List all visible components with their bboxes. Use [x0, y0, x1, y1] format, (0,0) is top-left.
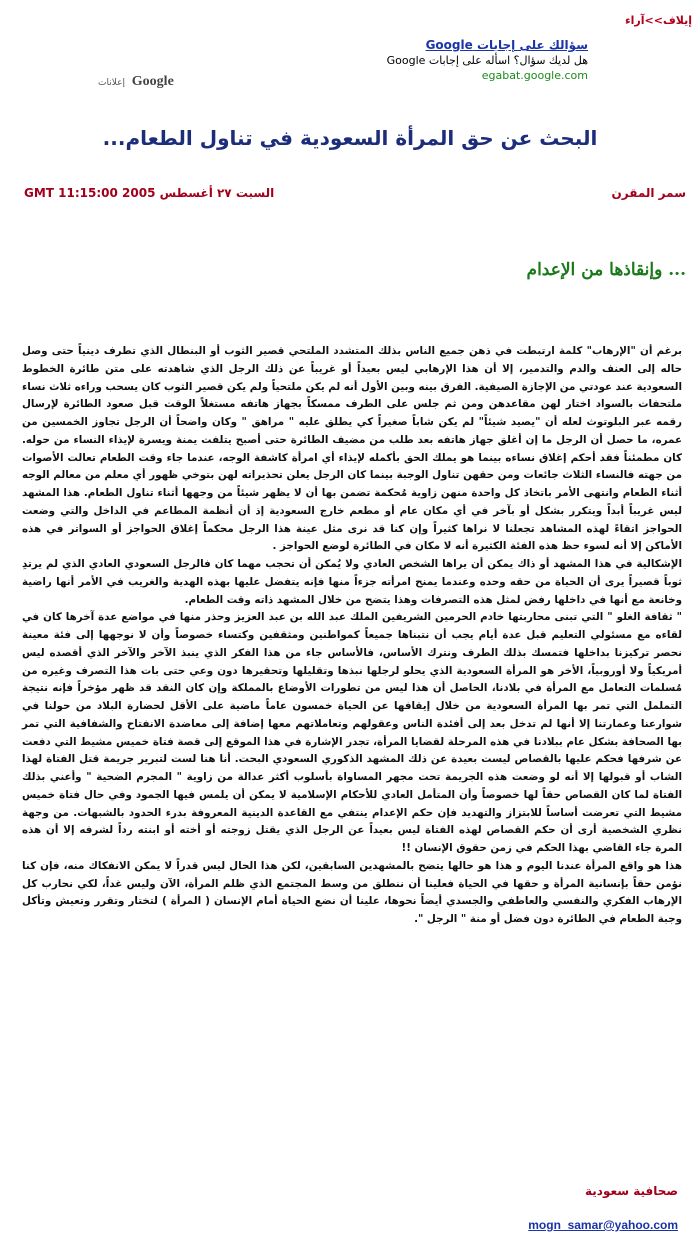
author-email-link[interactable]: mogn_samar@yahoo.com	[528, 1218, 678, 1232]
ad-description: هل لديك سؤال؟ اسأله على إجابات Google	[386, 54, 588, 67]
ads-label: إعلانات	[98, 78, 125, 88]
breadcrumb[interactable]: إيلاف>>آراء	[625, 14, 692, 27]
article-title: البحث عن حق المرأة السعودية في تناول الطعام...	[102, 126, 598, 150]
article-body	[22, 343, 682, 929]
article-paragraph: الإشكالية في هذا المشهد أو ذاك يمكن أن يراها الشخص العادي ولا يُمكن أن تحجب مهما كان فالرجل السعودي العادي الذي لم يرتدِ ثوباً قصيراً يرى أن الحياة من حقه وحده وعندما يمنح امرأته جزءاً منها فإنه يتفضل عليها بهذه الهدية والغريب في الأمر أنها راضية وخانعة مع أنها في داخلها رفض لمثل هذه التصرفات وهذا يتضح من خلال المشهد ذاته وقت الطعام.	[22, 558, 682, 606]
ads-by-google[interactable]	[98, 74, 174, 90]
article-paragraph: هذا هو واقع المرأة عندنا اليوم و هذا هو حالها يتضح بالمشهدين السابقين، لكن هذا الحال ليس قدراً لا يمكن الانفكاك منه، فإن كنا نؤمن حقاً بإنسانية المرأة و حقها في الحياة فعلينا أن ننطلق من وسط المجتمع الذي ظلم المرأة، الآن وليس غداً، لكي نحارب كل الإرهاب الفكري والنفسي والعاطفي والجسدي أيضاً نحوها، علينا أن نضع الحياة أمام الإنسان ( المرأة ) لتختار وتقرر وتعيش وتأكل وجبة الطعام في الطائرة دون فضل أو منة " الرجل ".	[22, 859, 682, 925]
article-paragraph: برغم أن "الإرهاب" كلمة ارتبطت في ذهن جميع الناس بذلك المتشدد الملتحي قصير الثوب أو البنطال الذي تطرف دينياً حتى وصل حاله إلى العنف والدم والتدمير، إلا أن هذا الإرهابي ليس بعيداً أو غريباً عن ذلك الرجل الذي شاهدته على متن طائرة الخطوط السعودية عند عودتي من الإجازة الصيفية. الفرق بينه وبين الأول أنه لم يكن ملتحياً ولم يكن قصير الثوب كان يسحب وراءه ثلاث نساء ملتحفات بالسواد اختار لهن مقاعدهن ومن ثم جلس على الطرف ممسكاً بجهاز هاتفه مستغلاً الوقت قبل صعود الطائرة لإرسال رقمه عبر البلوتوث لعله أن "يصيد شيئاً" لم يكن شاباً صغيراً كي يطلق عليه " مراهق " وكان واضحاً أن الرجل تجاوز الخمسين من عمره، ما حصل أن الرجل ما إن أغلق جهاز هاتفه بعد طلب من مضيف الطائرة حتى أصبح يتلفت يمنة ويسرة لإيذاء النساء من حوله. كان مطمئناً فقد أحكم إغلاق نساءه بينما هو يملك الحق بأكمله لإيذاء أي امرأة كاشفة الوجه، عندما جاء وقت الطعام تعالت الأصوات من جهته فالنساء الثلاث جائعات ومن حقهن تناول الوجبة بينما كان الرجل يعلن تحذيراته لهن بتوخي ظهور أي معلم من معالم الوجه أثناء الطعام وانتهى الأمر باتخاذ كل واحدة منهن زاوية مُحكمة تضمن بها أن لا يظهر شيئاً من وجهها أثناء تناول الطعام. هذا المشهد ليس غريباً أبداً ويتكرر بشكل أو بآخر في أي مكان عام أو مطعم خارج السعودية إذ أن أنظمة المطاعم في الداخل والتي وضعت الحواجز اتقاءً لهذه المشاهد تجعلنا لا نراها كثيراً وإن كنا قد نرى مثل عينة هذا الرجل محكماً إغلاق الحواجز أو السواتر في هذه الأماكن إلا أنه لسوء حظ هذه الفئة الكثيرة أنه لا مكان في الطائرة لوضع الحواجز .	[22, 345, 682, 553]
ad-url[interactable]: egabat.google.com	[481, 69, 588, 82]
google-ad	[258, 38, 588, 82]
article-date: السبت ٢٧ أغسطس 2005 GMT 11:15:00	[24, 186, 275, 200]
google-logo: Google	[131, 74, 174, 89]
author-signature: صحافية سعودية	[585, 1184, 678, 1198]
article-paragraph: " ثقافة الغلو " التي تبنى محاربتها خادم الحرمين الشريفين الملك عبد الله بن عبد العزيز وحذر منها في مواضع عدة آخرها كان في لقاءه مع مسئولي التعليم قبل عدة أيام يجب أن نتبناها جميعاً كمواطنين ومثقفين وكتساء خصوصاً وأن لا نوجهها إلى فئة معينة نحصر تركيزنا بداخلها فتمسك بذلك الطرف ونترك الأساس، فالأساس جاء من هذا الفكر الذي ينبذ الآخر والآخر الذي أقصده ليس أمريكياً ولا أوروبياً، الأخر هو المرأة السعودية الذي يحلو لرجلها نبذها وتقليلها وتحقيرها دون وعي حتى بات هذا التصرف وغيره من مُسلمات التعامل مع المرأة في بلادنا، الحاصل أن هذا ليس من تطورات الأوضاع بالمملكة وإن كان النقد قد ظهر مؤخراً فإنه نتيجة التململ التي تمر بها المرأة السعودية من خلال إيقافها عن الحياة خمسون عاماً ماضية على الأقل لحضارة البلاد من حولنا في شوارعنا وعمارتنا إلا أنها لم تدخل بعد إلى أفئدة الناس وعقولهم وتعاملاتهم معها إضافة إلى معاضدة الانفتاح والشفافية التي تمر بها الصحافة بشكل عام ببلادنا في هذه المرحلة لقضايا المرأة، تجدر الإشارة في هذا الموقع إلى قصة فتاة خميس مشيط التي دفعت عن شرفها فحكم عليها بالقصاص ليست بعيدة عن ذلك المشهد الذكوري السعودي البحت. أنا هنا لست لتبرير جريمة قتل الفتاة لهذا الشاب أو قبولها إلا أنه لو وضعت هذه الجريمة تحت مجهر المساواة بأسلوب أكثر عدالة من زاوية " المجرم الضحية " وأعني بذلك الفتاة لما كان القصاص حقاً لها خصوصاً وأن المتأمل العادي للأحكام الإسلامية لا يمكن أن يلمس فيها الجمود وفي حال فتاة خميس مشيط التي تعرضت أساساً للابتزاز والتهديد فإن حكم الإعدام ينتفي مع القاعدة الدينية المعروفة بدرء الحدود بالشبهات. من وجهة نظري الشخصية أرى أن حكم القصاص لهذه الفتاة ليس بعيداً عن الرجل الذي يقتل زوجته أو أخته أو ابنته رداً لشرفه إلا أن هذه المرة جاء القاضي بهذا الحكم في زمن حقوق الإنسان !!	[22, 611, 682, 854]
article-subtitle: ... وإنقاذها من الإعدام	[526, 260, 686, 280]
ad-title-link[interactable]: سؤالك على إجابات Google	[425, 38, 588, 52]
article-author: سمر المقرن	[611, 186, 686, 200]
